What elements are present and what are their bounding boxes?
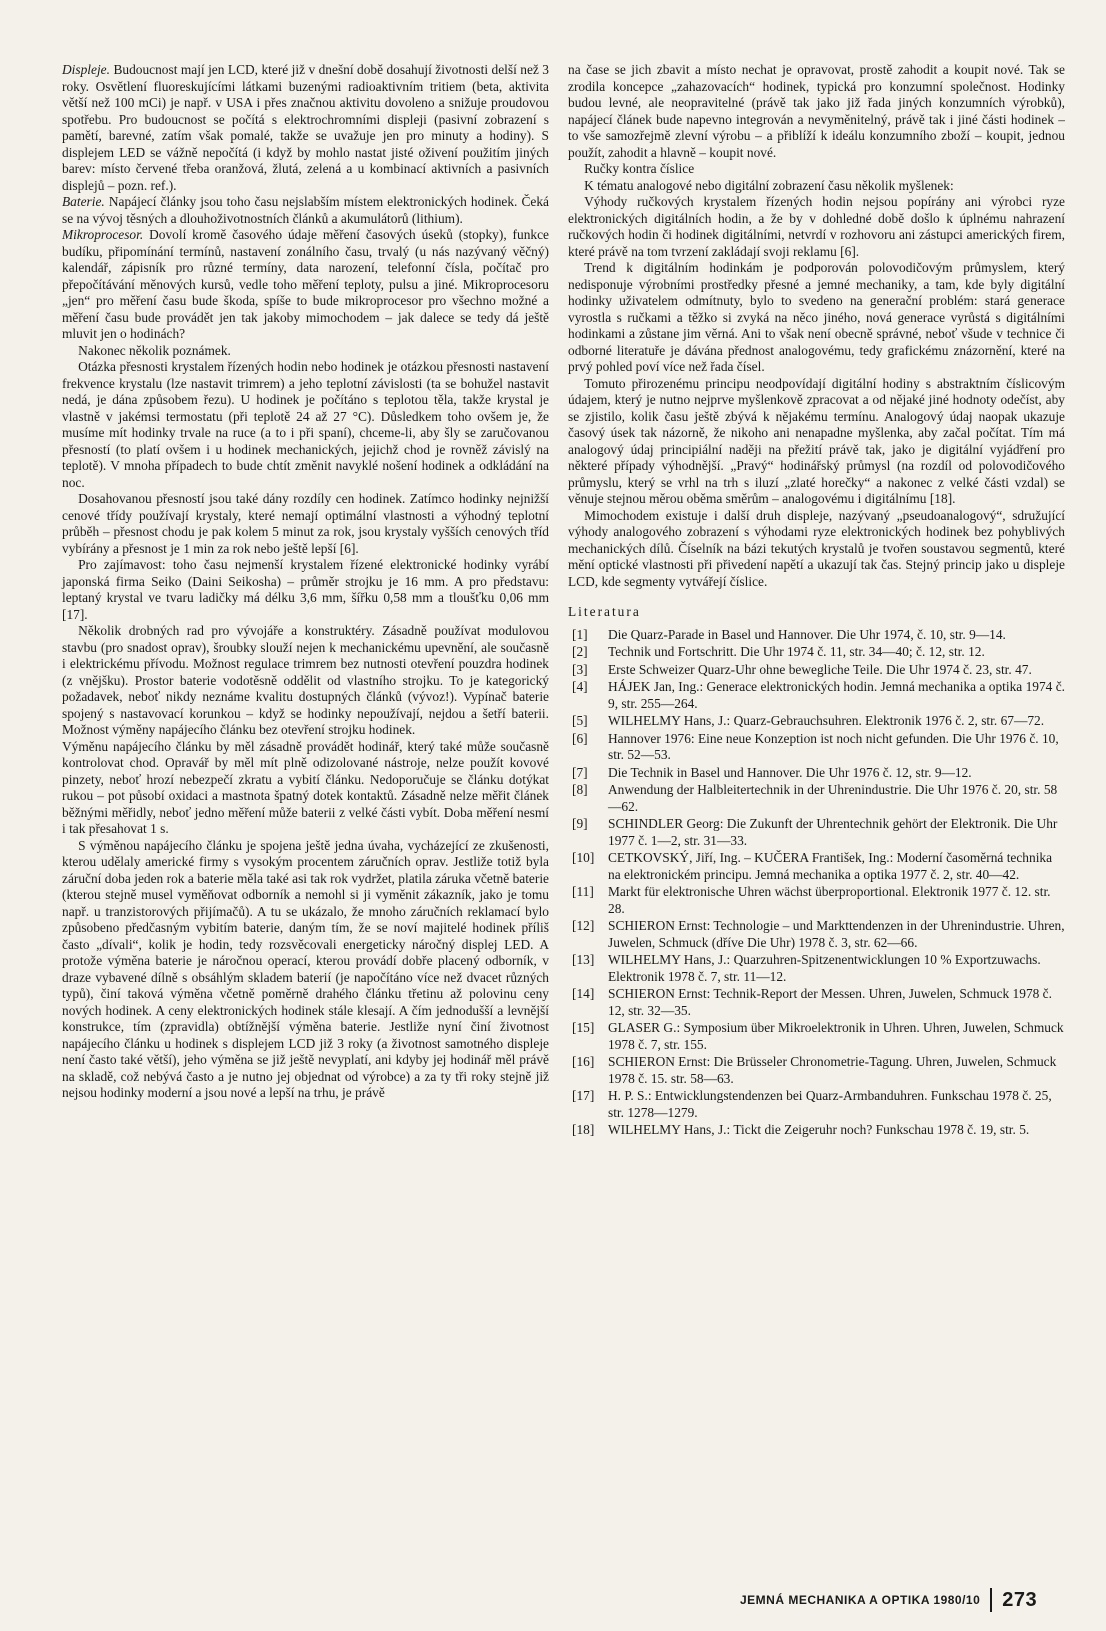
reference-text: Erste Schweizer Quarz-Uhr ohne bewegliche Teile. Die Uhr 1974 č. 23, str. 47.	[608, 661, 1032, 677]
reference-text: WILHELMY Hans, J.: Quarz-Gebrauchsuhren. Elektronik 1976 č. 2, str. 67—72.	[608, 713, 1045, 728]
reference-text: WILHELMY Hans, J.: Quarzuhren-Spitzenentwicklungen 10 % Exportzuwachs. Elektronik 1978 č. 7, str. 11—12.	[608, 952, 1041, 984]
references-title: Literatura	[568, 604, 641, 619]
paragraph: Výhody ručkových krystalem řízených hodin nejsou popírány ani výrobci ryze elektronických digitálních hodin, a že by v dohledné době došlo k úplnému nahrazení ručkových hodin či hodinek digitálními, netvrdí v rozhovoru ani zástupci amerických firem, které právě na tom tvrzení zakládají svoji reklamu [6].	[568, 194, 1065, 259]
reference-item	[568, 952, 1065, 985]
reference-number: [16]	[572, 1054, 595, 1069]
reference-text: WILHELMY Hans, J.: Tickt die Zeigeruhr noch? Funkschau 1978 č. 19, str. 5.	[608, 1122, 1030, 1137]
reference-text: Technik und Fortschritt. Die Uhr 1974 č. 11, str. 34—40; č. 12, str. 12.	[608, 644, 985, 659]
reference-number: [4]	[572, 679, 588, 694]
section-subheading: Ručky kontra číslice	[584, 161, 695, 176]
reference-number: [13]	[572, 952, 595, 967]
paragraph: Výměnu napájecího článku by měl zásadně provádět hodinář, který také může současně kontrolovat chod. Opravář by měl mít plně odizolované nástroje, nelze použít kovové pinzety, neboť hrozí nebezpečí zkratu a vybití článku. Nedoporučuje se článku dotýkat rukou – pot působí oxidaci a mastnota špatný dotek kontaktů. Zásadně nelze měřit článek běžnými měřidly, neboť jedno měření může baterii z velké části vybít. Doba měření nesmí i tak přesahovat 1 s.	[62, 738, 549, 836]
paragraph: Trend k digitálním hodinkám je podporován polovodičovým průmyslem, který nedisponuje výrobními prostředky přesné a jemné mechaniky, a tam, kde byly digitální hodinky uživatelem odmítnuty, bylo to svedeno na generační problém: stará generace vyrostla s ručkami a těžko si zvyká na něco jiného, nová generace vyrůstá s digitálními hodinkami a zůstane jim věrná. Ani to však není obecně správné, neboť všude v technice či odborné literatuře je dávána přednost analogovému, tedy grafickému znázornění, které na prvý pohled poví více než řada čísel.	[568, 260, 1065, 374]
right-column	[568, 62, 1065, 1140]
paragraph: na čase se jich zbavit a místo nechat je opravovat, prostě zahodit a koupit nové. Tak se zrodila koncepce „zahazovacích“ hodinek, typická pro konzumní společnost. Hodinky budou levné, ale neopravitelné (právě tak jako již řada jiných konzumních výrobků), napájecí článek bude napevno integrován a nevyměnitelný, právě tak i jiné části hodinek – to vše samozřejmě zlevní výrobu – a přiblíží k ideálu konzumního zboží – koupit, jednou použít, zahodit a hlavně – koupit nové.	[568, 62, 1065, 160]
reference-number: [2]	[572, 644, 588, 659]
paragraph: Otázka přesnosti krystalem řízených hodin nebo hodinek je otázkou přesnosti nastavení frekvence krystalu (lze nastavit trimrem) a jeho teplotní závislosti (ta se bohužel nastavit nedá, je dána způsobem řezu). U hodinek je počítáno s teplotou těla, takže krystal je vlastně v jakémsi termostatu (při teplotě 24 až 27 °C). Důsledkem toho ovšem je, že musíme mít hodinky trvale na ruce (a to i při spaní), chceme-li, aby šly se zaručovanou přesností (to platí ovšem i u hodinek mechanických, jejichž chod je rovněž závislý na teplotě). V mnoha případech to bude chtít změnit navyklé nošení hodinek a odkládání na noc.	[62, 359, 549, 490]
reference-item	[568, 713, 1065, 730]
run-in-heading: Baterie.	[62, 194, 105, 209]
reference-text: HÁJEK Jan, Ing.: Generace elektronických hodin. Jemná mechanika a optika 1974 č. 9, str. 255—264.	[608, 679, 1065, 711]
reference-item	[568, 644, 1065, 661]
reference-number: [17]	[572, 1088, 595, 1103]
reference-item	[568, 1122, 1065, 1139]
paragraph-mikroprocesor	[62, 227, 549, 343]
reference-item	[568, 918, 1065, 951]
paragraph: Pro zajímavost: toho času nejmenší krystalem řízené elektronické hodinky vyrábí japonská firma Seiko (Daini Seikosha) – průměr strojku je 16 mm. A pro představu: leptaný krystal ve tvaru ladičky má délku 3,6 mm, šířku 0,58 mm a tloušťku 0,06 mm [17].	[62, 557, 549, 622]
reference-number: [18]	[572, 1122, 595, 1137]
paragraph-baterie	[62, 194, 549, 227]
reference-item	[568, 1054, 1065, 1087]
paragraph: Nakonec několik poznámek.	[78, 342, 231, 358]
reference-item	[568, 816, 1065, 849]
reference-item	[568, 850, 1065, 883]
reference-text: Anwendung der Halbleitertechnik in der Uhrenindustrie. Die Uhr 1976 č. 20, str. 58—62.	[608, 782, 1058, 814]
footer-divider	[990, 1588, 992, 1612]
reference-text: CETKOVSKÝ, Jiří, Ing. – KUČERA František, Ing.: Moderní časoměrná technika na elektronickém principu. Jemná mechanika a optika 1977 č. 2, str. 40—42.	[608, 850, 1053, 882]
reference-text: GLASER G.: Symposium über Mikroelektronik in Uhren. Uhren, Juwelen, Schmuck 1978 č. 7, str. 155.	[608, 1020, 1064, 1052]
reference-text: SCHIERON Ernst: Die Brüsseler Chronometrie-Tagung. Uhren, Juwelen, Schmuck 1978 č. 15. str. 58—63.	[608, 1054, 1057, 1086]
run-in-heading: Displeje.	[62, 62, 110, 77]
paragraph-text: Dovolí kromě časového údaje měření časových úseků (stopky), funkce budíku, připomínání termínů, nastavení zonálního času, trvalý (u nás nazývaný věčný) kalendář, zápisník pro různé termíny, data narození, telefonní čísla, počítač pro přepočítávání měnových kursů, vedle toho měření teploty, pulsu a jiné. Mikroprocesoru „jen“ pro měření času bude škoda, spíše to bude mikroprocesor pro všechno možné a měření času bude provádět jen tak jakoby mimochodem – jak dalece se tedy dá ještě mluvit jen o hodinách?	[62, 227, 549, 341]
reference-number: [9]	[572, 816, 588, 831]
reference-text: Hannover 1976: Eine neue Konzeption ist noch nicht gefunden. Die Uhr 1976 č. 10, str. 52—53.	[608, 730, 1059, 762]
reference-item	[568, 986, 1065, 1019]
reference-item	[568, 679, 1065, 712]
reference-text: SCHINDLER Georg: Die Zukunft der Uhrentechnik gehört der Elektronik. Die Uhr 1977 č. 1—2, str. 31—33.	[608, 816, 1058, 848]
reference-text: Markt für elektronische Uhren wächst überproportional. Elektronik 1977 č. 12. str. 28.	[608, 884, 1051, 916]
paragraph-displeje	[62, 62, 549, 194]
reference-number: [3]	[572, 661, 588, 677]
reference-item	[568, 731, 1065, 764]
reference-text: Die Technik in Basel und Hannover. Die Uhr 1976 č. 12, str. 9—12.	[608, 764, 972, 780]
reference-number: [14]	[572, 986, 595, 1001]
reference-number: [15]	[572, 1020, 595, 1035]
run-in-heading: Mikroprocesor.	[62, 227, 144, 242]
paragraph: Dosahovanou přesností jsou také dány rozdíly cen hodinek. Zatímco hodinky nejnižší cenové třídy používají krystaly, které nemají optimální vlastnosti a výhodný teplotní průběh – přesnost chodu je pak kolem 5 minut za rok, jsou krystaly vyšších cenových tříd vybírány a přesnost je 1 min za rok nebo ještě lepší [6].	[62, 491, 549, 556]
reference-text: SCHIERON Ernst: Technik-Report der Messen. Uhren, Juwelen, Schmuck 1978 č. 12, str. 32—35.	[608, 986, 1052, 1018]
left-column	[62, 62, 549, 1102]
paragraph: Několik drobných rad pro vývojáře a konstruktéry. Zásadně používat modulovou stavbu (pro snadost oprav), šroubky slouží nejen k mechanickému upevnění, ale současně i elektrickému přívodu. Možnost regulace trimrem bez nutnosti otevření pouzdra hodinek (z vnějšku). Prostor baterie vodotěsně oddělit od vlastního strojku. To je kategorický požadavek, neboť nikdy neznáme kvalitu dostupných článků (vývoz!). Vypínač baterie spojený s nastavovací korunkou – když se hodinky nepoužívají, nejdou a šetří baterii. Možnost výměny napájecího článku bez otevření strojku hodinek.	[62, 623, 549, 737]
paragraph: K tématu analogové nebo digitální zobrazení času několik myšlenek:	[584, 177, 954, 193]
paragraph-text: Budoucnost mají jen LCD, které již v dnešní době dosahují životnosti delší než 3 roky. Osvětlení fluoreskujícími látkami buzenými radioaktivním tritiem (beta, aktivita větší než 100 mCi) je např. v USA i přes značnou aktivitu dovoleno a snižuje proudovou spotřebu. Pro budoucnost se počítá s elektrochromními displeji (pasivní zobrazení s pamětí, barevné, zatím však pomalé, takže se uvažuje jen pro minuty a hodiny). S displejem LED se vážně nepočítá (i když by mohlo nastat jisté oživení použitím jiných barev: místo červené třeba oranžová, žlutá, zelená a u kombinací aktivních a pasivních displejů – pozn. ref.).	[62, 62, 549, 193]
journal-name: JEMNÁ MECHANIKA A OPTIKA 1980/10	[740, 1593, 981, 1607]
paragraph: Tomuto přirozenému principu neodpovídají digitální hodiny s abstraktním číslicovým údajem, který je nutno nejprve myšlenkově zpracovat a od nějaké jiné hodnoty odečíst, aby se zjistilo, kolik času ještě zbývá k nějakému termínu. Analogový údaj naopak ukazuje časový úsek tak názorně, že nikoho ani nenapadne myšlenka, aby začal počítat. Tím má analogový údaj principiální naději na přežití právě tak, jako je digitální vyjádření pro některé případy výhodnější. „Pravý“ hodinářský průmysl (na rozdíl od polovodičového průmyslu, který se vrhl na trh s iluzí „zlaté horečky“ a nakonec z velké části vzdal) se věnuje stejnou měrou oběma směrům – analogovému i digitálnímu [18].	[568, 375, 1065, 506]
reference-text: H. P. S.: Entwicklungstendenzen bei Quarz-Armbanduhren. Funkschau 1978 č. 25, str. 1278—1279.	[608, 1088, 1052, 1120]
reference-item	[568, 627, 1065, 644]
reference-item	[568, 1020, 1065, 1053]
reference-number: [5]	[572, 713, 588, 728]
page-number: 273	[1002, 1588, 1038, 1611]
reference-item	[568, 884, 1065, 917]
reference-item	[568, 1088, 1065, 1121]
reference-item	[568, 662, 1065, 679]
reference-item	[568, 765, 1065, 782]
reference-number: [11]	[572, 884, 594, 899]
reference-text: Die Quarz-Parade in Basel und Hannover. Die Uhr 1974, č. 10, str. 9—14.	[608, 626, 1006, 642]
page-footer	[740, 1588, 1037, 1612]
reference-item	[568, 782, 1065, 815]
reference-number: [6]	[572, 730, 588, 746]
references-list	[568, 627, 1065, 1139]
reference-text: SCHIERON Ernst: Technologie – und Markttendenzen in der Uhrenindustrie. Uhren, Juwelen, Schmuck (dříve Die Uhr) 1978 č. 3, str. 62—66.	[608, 918, 1065, 950]
paragraph: S výměnou napájecího článku je spojena ještě jedna úvaha, vycházející ze zkušenosti, kterou udělaly americké firmy s vysokým procentem záručních oprav. Jestliže totiž byla záruční doba jeden rok a baterie měla také asi tak rok vydržet, platila záruka včetně baterie (kterou stejně musel vyměňovat odborník a nemohl si ji vyměnit zákazník, jako je tomu např. u tranzistorových přijímačů). A tu se ukázalo, že mnoho záručních reklamací bylo způsobeno předčasným vybitím baterie, daným tím, že se noví majitelé hodinek příliš často „dívali“, kolik je hodin, tedy rozsvěcovali energeticky náročný displej LED. A protože výměna baterie je náročnou operací, kterou provádí dobře placený odborník, v draze vybavené dílně s obsáhlým skladem baterií (je napočítáno více než dvacet různých typů), činí taková výměna včetně poměrně drahého článku třetinu až polovinu ceny nových hodinek. A ceny elektronických hodinek stále klesají. A čím jednodušší a levnější konstrukce, tím (zpravidla) obtížnější výměna baterie. Jestliže nyní činí životnost napájecího článku u hodinek s displejem LCD již 3 roky (a životnost samotného displeje není často také větší), jeho výměna se již ještě nevyplatí, ani kdyby jej hodinář měl právě na skladě, což nebývá často a je nutno jej objednat od výrobce) a za ty tři roky stejně již nejsou hodinky moderní a jsou nové a lepší na trhu, je právě	[62, 837, 549, 1100]
reference-number: [7]	[572, 764, 588, 780]
paragraph: Mimochodem existuje i další druh displeje, nazývaný „pseudoanalogový“, sdružující výhody analogového zobrazení s výhodami ryze elektronických hodinek bez pohyblivých mechanických dílů. Číselník na bázi tekutých krystalů je tvořen soustavou segmentů, které mění optické vlastnosti při přivedení napětí a ukazují tak čas. Stejný princip jako u displeje LCD, kde segmenty vytvářejí číslice.	[568, 507, 1065, 589]
reference-number: [12]	[572, 918, 595, 933]
reference-number: [10]	[572, 850, 595, 865]
reference-number: [1]	[572, 626, 588, 642]
paragraph-text: Napájecí články jsou toho času nejslabším místem elektronických hodinek. Čeká se na vývoj těsných a dlouhoživotnostních článků a akumulátorů (lithium).	[62, 194, 549, 226]
reference-number: [8]	[572, 782, 588, 797]
